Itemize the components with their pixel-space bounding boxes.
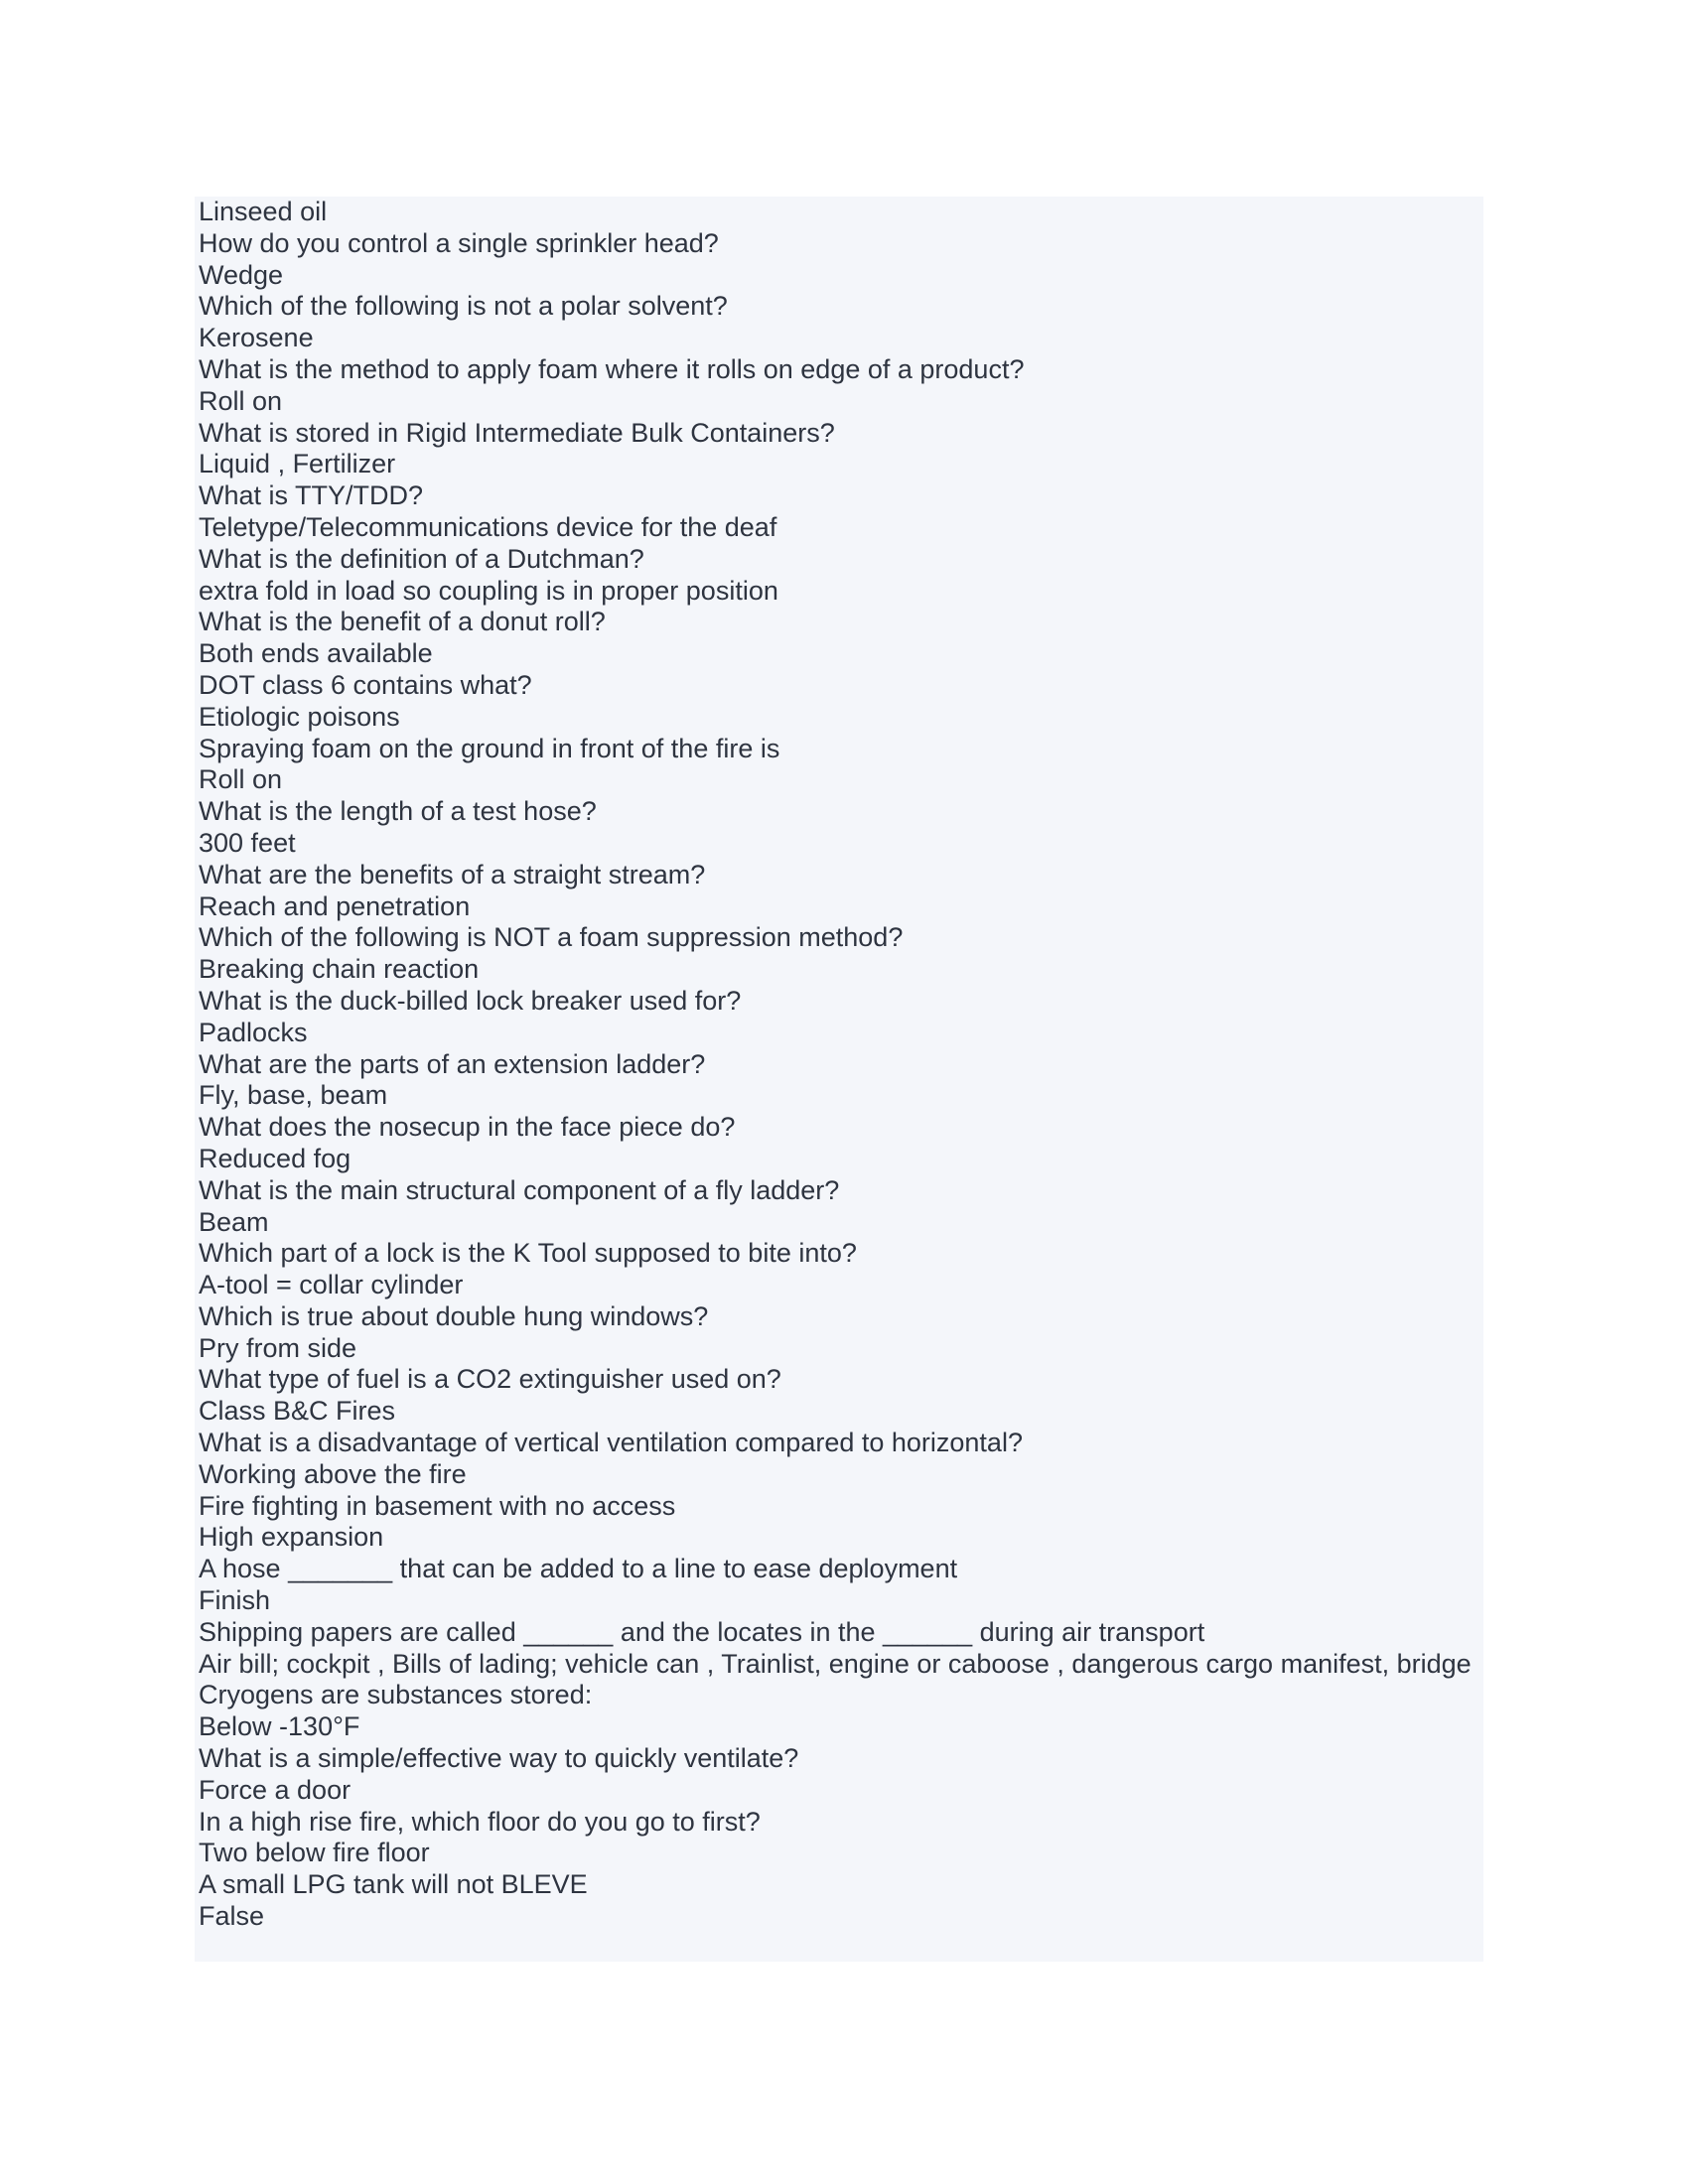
text-line: Air bill; cockpit , Bills of lading; vehicle can , Trainlist, engine or caboose , dangerous cargo manifest, bridge (199, 1648, 1472, 1679)
text-line: Teletype/Telecommunications device for the deaf (199, 511, 777, 542)
text-line: Below -130°F (199, 1711, 360, 1742)
text-line: Both ends available (199, 638, 433, 669)
text-line: Which is true about double hung windows? (199, 1300, 709, 1331)
text-line: Fire fighting in basement with no access (199, 1490, 676, 1521)
text-line: Etiologic poisons (199, 701, 400, 732)
text-line: Class B&C Fires (199, 1396, 396, 1427)
text-line: What is a simple/effective way to quickly ventilate? (199, 1743, 799, 1774)
text-line: Liquid , Fertilizer (199, 449, 396, 479)
text-line: A hose _______ that can be added to a line to ease deployment (199, 1554, 958, 1584)
text-line: What is a disadvantage of vertical ventilation compared to horizontal? (199, 1428, 1023, 1458)
text-line: Force a door (199, 1774, 352, 1805)
text-line: A-tool = collar cylinder (199, 1270, 464, 1300)
text-line: Which of the following is not a polar solvent? (199, 291, 728, 322)
text-line: DOT class 6 contains what? (199, 669, 532, 700)
text-line: False (199, 1901, 265, 1932)
text-line: Pry from side (199, 1332, 357, 1363)
text-line: In a high rise fire, which floor do you go to first? (199, 1806, 761, 1837)
text-line: What are the benefits of a straight stream? (199, 859, 706, 889)
text-line: What is the benefit of a donut roll? (199, 607, 606, 637)
text-line: Cryogens are substances stored: (199, 1680, 593, 1710)
text-line: What is the duck-billed lock breaker used for? (199, 985, 742, 1016)
text-line: Roll on (199, 385, 283, 416)
text-line: Which part of a lock is the K Tool supposed to bite into? (199, 1238, 857, 1269)
text-line: What does the nosecup in the face piece do? (199, 1112, 736, 1143)
text-line: Shipping papers are called ______ and the locates in the ______ during air transport (199, 1616, 1205, 1647)
text-line: Wedge (199, 259, 284, 290)
text-line: What is the definition of a Dutchman? (199, 543, 644, 574)
flashcard-text-block (195, 197, 1483, 1962)
text-line: Which of the following is NOT a foam suppression method? (199, 922, 904, 953)
text-line: What is TTY/TDD? (199, 480, 424, 511)
text-line: Finish (199, 1585, 271, 1616)
text-line: 300 feet (199, 827, 296, 858)
text-line: Kerosene (199, 323, 314, 353)
question-answer-list (199, 197, 1479, 1933)
text-line: Reduced fog (199, 1143, 352, 1173)
text-line: Breaking chain reaction (199, 954, 480, 985)
text-line: Two below fire floor (199, 1838, 430, 1868)
text-line: High expansion (199, 1522, 384, 1553)
text-line: Roll on (199, 764, 283, 795)
text-line: Spraying foam on the ground in front of the fire is (199, 733, 780, 763)
text-line: Padlocks (199, 1017, 308, 1047)
text-line: What is stored in Rigid Intermediate Bulk Containers? (199, 417, 835, 448)
text-line: What is the main structural component of a fly ladder? (199, 1174, 840, 1205)
text-line: What are the parts of an extension ladder? (199, 1048, 706, 1079)
text-line: Reach and penetration (199, 890, 471, 921)
text-line: What is the length of a test hose? (199, 796, 597, 827)
text-line: Beam (199, 1206, 269, 1237)
text-line: Working above the fire (199, 1458, 467, 1489)
text-line: How do you control a single sprinkler head? (199, 227, 719, 258)
text-line: What is the method to apply foam where it rolls on edge of a product? (199, 353, 1025, 384)
text-line: A small LPG tank will not BLEVE (199, 1869, 588, 1900)
text-line: extra fold in load so coupling is in proper position (199, 575, 778, 606)
text-line: Fly, base, beam (199, 1080, 388, 1111)
text-line: Linseed oil (199, 197, 328, 226)
text-line: What type of fuel is a CO2 extinguisher used on? (199, 1364, 781, 1395)
